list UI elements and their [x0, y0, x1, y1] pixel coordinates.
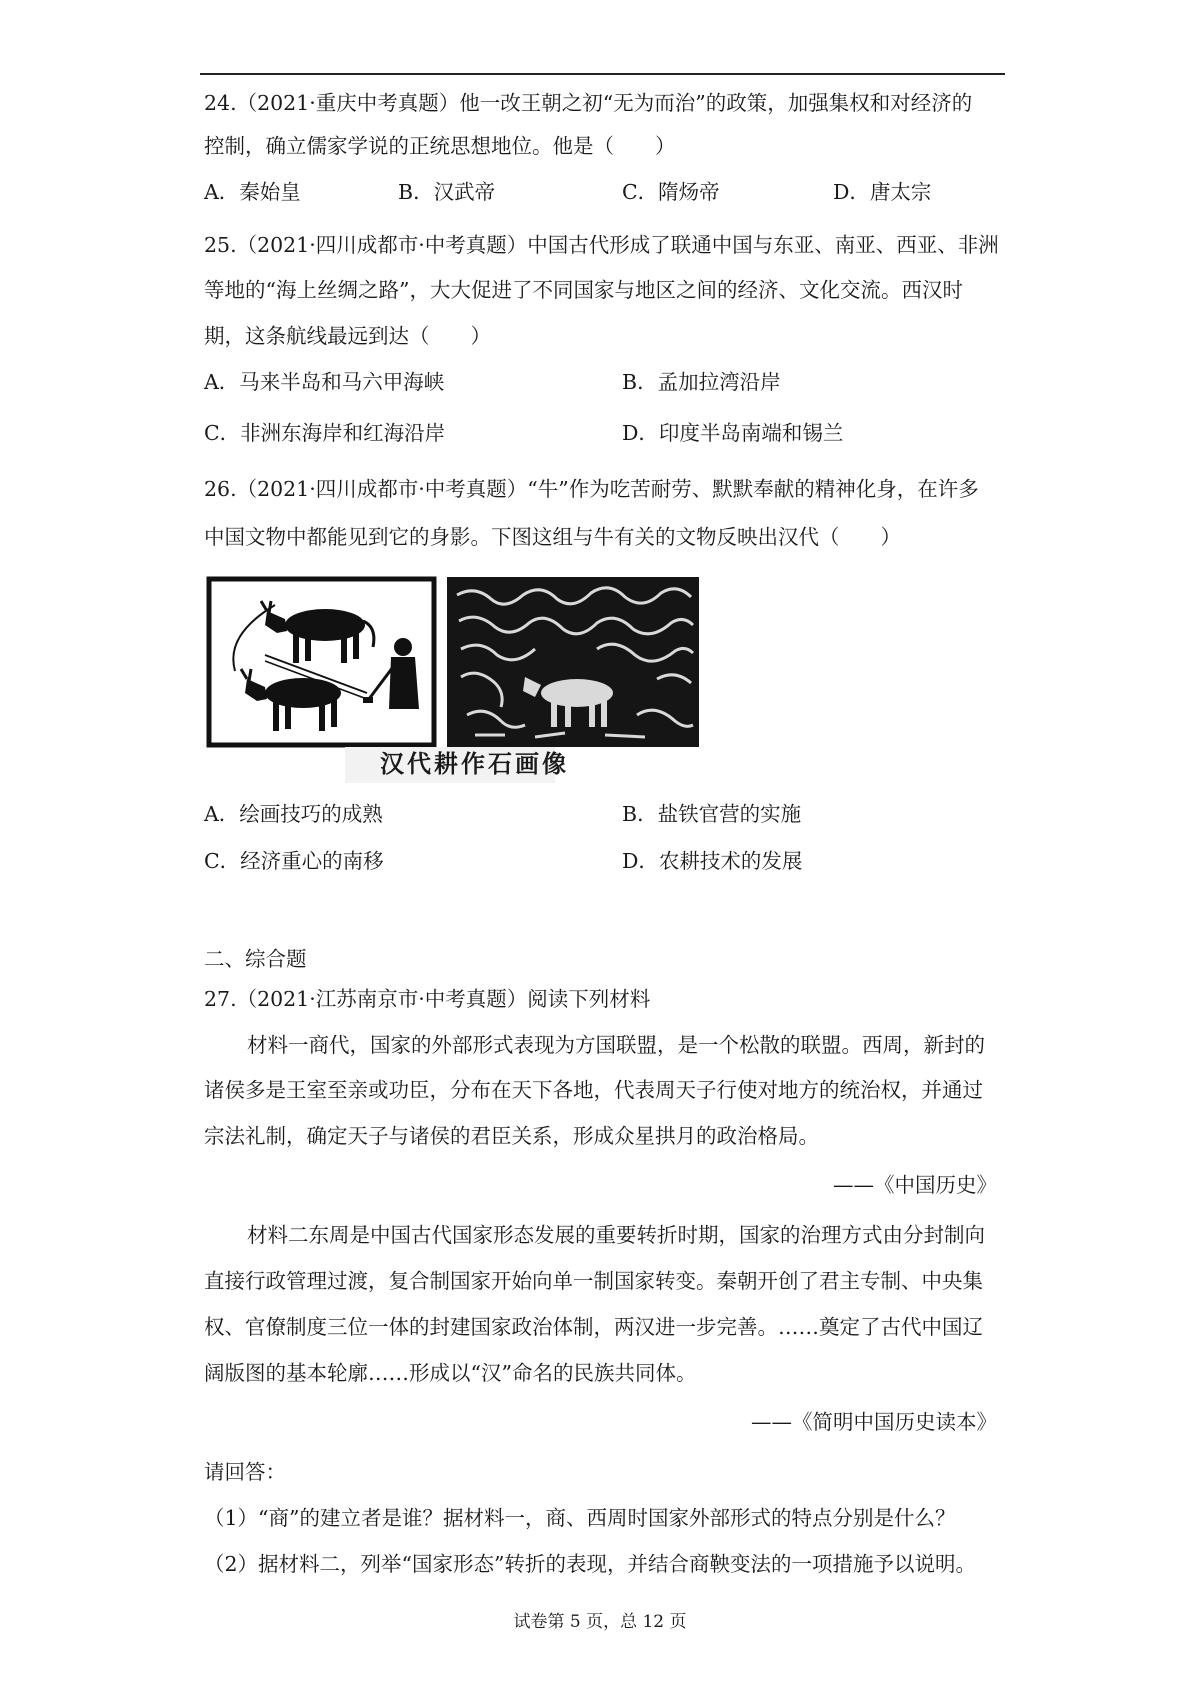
q24-line-2: 控制，确立儒家学说的正统思想地位。他是（ ）: [204, 134, 676, 158]
q27-sub-question-1: （1）“商”的建立者是谁？据材料一，商、西周时国家外部形式的特点分别是什么？: [204, 1506, 956, 1530]
q25-line-2: 等地的“海上丝绸之路”，大大促进了不同国家与地区之间的经济、文化交流。西汉时: [204, 278, 963, 302]
q27-material1-line-1: 材料一商代，国家的外部形式表现为方国联盟，是一个松散的联盟。西周，新封的: [247, 1033, 985, 1057]
q25-line-3: 期，这条航线最远到达（ ）: [204, 324, 491, 348]
q24-option-c: C．隋炀帝: [622, 180, 720, 204]
q25-line-1: 25.（2021·四川成都市·中考真题）中国古代形成了联通中国与东亚、南亚、西亚、非洲: [204, 233, 999, 257]
q24-line-1: 24.（2021·重庆中考真题）他一改王朝之初“无为而治”的政策，加强集权和对经济的: [204, 91, 973, 115]
q26-option-b: B．盐铁官营的实施: [622, 802, 802, 826]
q26-line-2: 中国文物中都能见到它的身影。下图这组与牛有关的文物反映出汉代（ ）: [204, 525, 901, 549]
q27-material2-line-2: 直接行政管理过渡，复合制国家开始向单一制国家转变。秦朝开创了君主专制、中央集: [204, 1269, 983, 1293]
q24-option-d: D．唐太宗: [833, 180, 932, 204]
header-rule: [200, 73, 1005, 75]
q27-sub-question-2: （2）据材料二，列举“国家形态”转折的表现，并结合商鞅变法的一项措施予以说明。: [204, 1552, 977, 1576]
q25-option-a: A．马来半岛和马六甲海峡: [204, 370, 445, 394]
figure-caption: 汉代耕作石画像: [380, 749, 569, 778]
q26-line-1: 26.（2021·四川成都市·中考真题）“牛”作为吃苦耐劳、默默奉献的精神化身，在许多: [204, 477, 979, 501]
section-title: 二、综合题: [204, 947, 307, 971]
q27-prompt: 请回答：: [204, 1460, 286, 1484]
q25-option-b: B．孟加拉湾沿岸: [622, 370, 781, 394]
q24-option-a: A．秦始皇: [204, 180, 301, 204]
q27-material1-line-3: 宗法礼制，确定天子与诸侯的君臣关系，形成众星拱月的政治格局。: [204, 1124, 819, 1148]
q26-option-a: A．绘画技巧的成熟: [204, 802, 383, 826]
page-footer: 试卷第 5 页，总 12 页: [513, 1612, 687, 1632]
q24-option-b: B．汉武帝: [398, 180, 496, 204]
q27-header: 27.（2021·江苏南京市·中考真题）阅读下列材料: [204, 987, 651, 1011]
q26-option-c: C．经济重心的南移: [204, 849, 384, 873]
q25-option-c: C．非洲东海岸和红海沿岸: [204, 421, 446, 445]
q27-source-2: ——《简明中国历史读本》: [751, 1410, 997, 1434]
q26-option-d: D．农耕技术的发展: [622, 849, 803, 873]
q27-material2-line-1: 材料二东周是中国古代国家形态发展的重要转折时期，国家的治理方式由分封制向: [247, 1223, 985, 1247]
q27-material2-line-4: 阔版图的基本轮廓……形成以“汉”命名的民族共同体。: [204, 1361, 697, 1385]
q27-source-1: ——《中国历史》: [833, 1173, 997, 1197]
q27-material1-line-2: 诸侯多是王室至亲或功臣，分布在天下各地，代表周天子行使对地方的统治权，并通过: [204, 1078, 983, 1102]
q25-option-d: D．印度半岛南端和锡兰: [622, 421, 844, 445]
q27-material2-line-3: 权、官僚制度三位一体的封建国家政治体制，两汉进一步完善。……奠定了古代中国辽: [204, 1315, 983, 1339]
